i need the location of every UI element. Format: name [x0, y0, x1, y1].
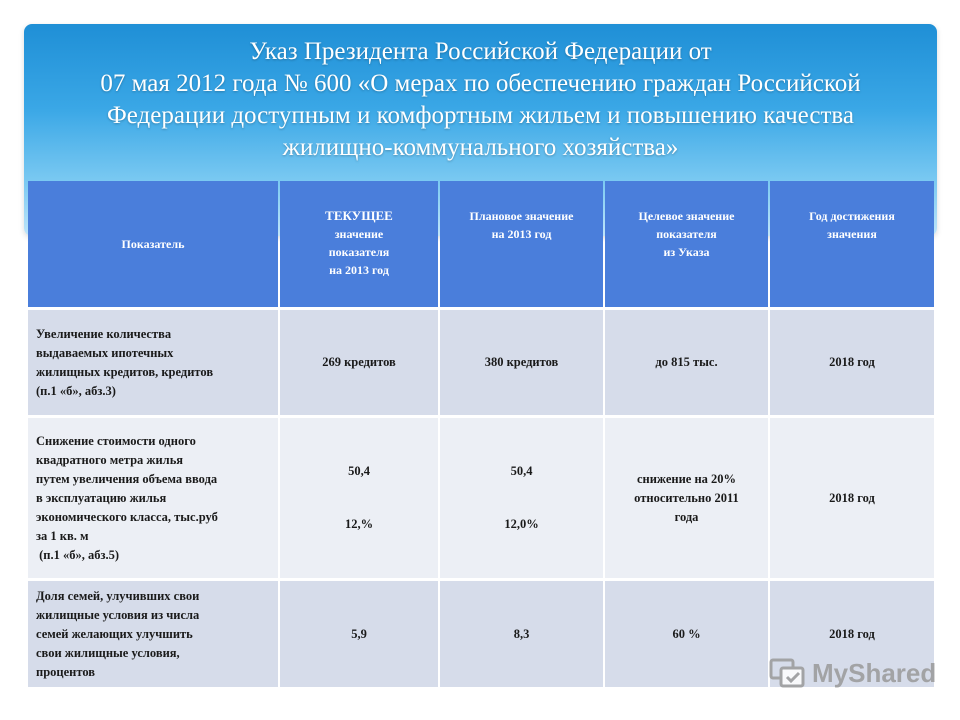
current-value-cell: 5,9	[280, 581, 438, 687]
target-value-cell: снижение на 20% относительно 2011 года	[605, 418, 768, 578]
header-target-value: Целевое значение показателя из Указа	[605, 181, 768, 307]
header-achievement-year: Год достижения значения	[770, 181, 934, 307]
indicator-cell: Увеличение количества выдаваемых ипотечных жилищных кредитов, кредитов (п.1 «б», абз.3)	[28, 310, 278, 415]
planned-value-cell: 8,3	[440, 581, 603, 687]
title-line: Указ Президента Российской Федерации от	[249, 38, 712, 65]
planned-value-cell: 380 кредитов	[440, 310, 603, 415]
header-planned-value: Плановое значение на 2013 год	[440, 181, 603, 307]
target-value-cell: 60 %	[605, 581, 768, 687]
table-header-row	[28, 181, 934, 307]
myshared-watermark[interactable]	[768, 656, 936, 690]
myshared-logo-icon	[768, 657, 806, 689]
page-title	[24, 36, 937, 164]
indicator-cell: Доля семей, улучивших свои жилищные условия из числа семей желающих улучшить свои жилищные условия, процентов	[28, 581, 278, 687]
current-value-cell: 50,4 12,%	[280, 418, 438, 578]
year-cell: 2018 год	[770, 581, 934, 687]
title-line: жилищно-коммунального хозяйства»	[282, 134, 679, 161]
table-row	[28, 418, 934, 578]
current-value-cell: 269 кредитов	[280, 310, 438, 415]
header-current-value: ТЕКУЩЕЕ значение показателя на 2013 год	[280, 181, 438, 307]
title-line: 07 мая 2012 года № 600 «О мерах по обеспечению граждан Российской	[100, 70, 861, 97]
planned-value-cell: 50,4 12,0%	[440, 418, 603, 578]
table-row	[28, 310, 934, 415]
target-value-cell: до 815 тыс.	[605, 310, 768, 415]
indicators-table	[26, 178, 936, 690]
title-line: Федерации доступным и комфортным жильем и повышению качества	[107, 102, 854, 129]
indicator-cell: Снижение стоимости одного квадратного метра жилья путем увеличения объема ввода в эксплуатацию жилья экономического класса, тыс.руб за 1 кв. м (п.1 «б», абз.5)	[28, 418, 278, 578]
indicators-table-wrapper	[26, 178, 934, 686]
watermark-text: MyShared	[812, 657, 937, 688]
header-indicator: Показатель	[28, 181, 278, 307]
year-cell: 2018 год	[770, 310, 934, 415]
year-cell: 2018 год	[770, 418, 934, 578]
